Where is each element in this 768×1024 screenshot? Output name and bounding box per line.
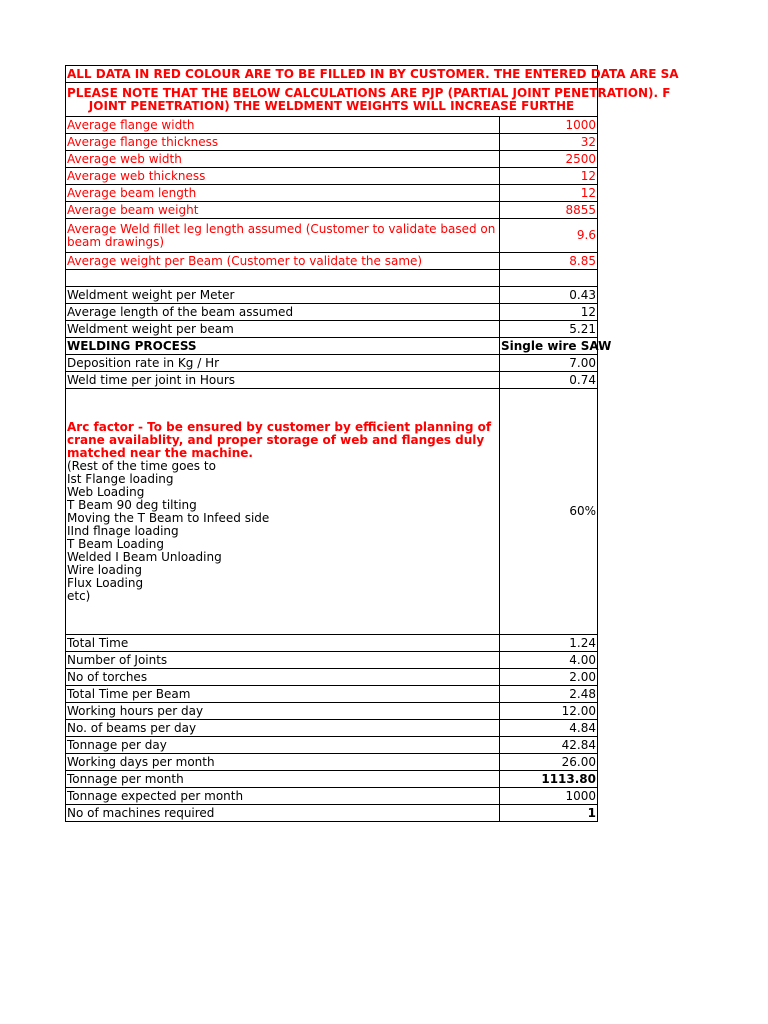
result-label: Working hours per day [66, 703, 500, 720]
result-label: No of machines required [66, 805, 500, 822]
arc-detail-line: Ist Flange loading [67, 471, 174, 486]
result-label: Tonnage expected per month [66, 788, 500, 805]
result-label: Total Time per Beam [66, 686, 500, 703]
calc-value: 7.00 [500, 355, 598, 372]
blank-cell [500, 270, 598, 287]
result-label: No. of beams per day [66, 720, 500, 737]
input-value-beam-length[interactable]: 12 [500, 185, 598, 202]
calc-label: Average length of the beam assumed [66, 304, 500, 321]
input-value-web-thickness[interactable]: 12 [500, 168, 598, 185]
result-value: 42.84 [500, 737, 598, 754]
arc-detail-line: Wire loading [67, 562, 143, 577]
input-label: Average flange thickness [66, 134, 500, 151]
input-label: Average Weld fillet leg length assumed (Customer to validate based on beam drawings) [66, 219, 500, 253]
calc-label: Weld time per joint in Hours [66, 372, 500, 389]
input-label: Average weight per Beam (Customer to validate the same) [66, 253, 500, 270]
arc-detail-line: Flux Loading [67, 575, 144, 590]
machines-required-value: 1 [500, 805, 598, 822]
input-value-web-width[interactable]: 2500 [500, 151, 598, 168]
input-label: Average flange width [66, 117, 500, 134]
result-label: Working days per month [66, 754, 500, 771]
arc-detail-line: etc) [67, 588, 91, 603]
arc-detail-line: T Beam 90 deg tilting [67, 497, 197, 512]
arc-factor-note: Arc factor - To be ensured by customer by efficient planning of crane availablity, and proper storage of web and flanges duly matched near the machine. [67, 419, 492, 460]
result-value: 1000 [500, 788, 598, 805]
arc-detail-line: Web Loading [67, 484, 145, 499]
blank-cell [66, 270, 500, 287]
input-value-flange-width[interactable]: 1000 [500, 117, 598, 134]
banner-notice [66, 83, 671, 117]
input-label: Average beam weight [66, 202, 500, 219]
result-label: No of torches [66, 669, 500, 686]
calc-value: 0.43 [500, 287, 598, 304]
banner-line-1: ALL DATA IN RED COLOUR ARE TO BE FILLED IN BY CUSTOMER. THE ENTERED DATA ARE SA [67, 66, 679, 81]
result-label: Total Time [66, 635, 500, 652]
result-value: 4.00 [500, 652, 598, 669]
calc-label: Weldment weight per beam [66, 321, 500, 338]
arc-detail-line: T Beam Loading [67, 536, 164, 551]
banner-line-2: PLEASE NOTE THAT THE BELOW CALCULATIONS ARE PJP (PARTIAL JOINT PENETRATION). F [67, 85, 671, 100]
input-label: Average beam length [66, 185, 500, 202]
tonnage-per-month-value: 1113.80 [500, 771, 598, 788]
arc-detail-line: IInd flnage loading [67, 523, 179, 538]
calc-label: Deposition rate in Kg / Hr [66, 355, 500, 372]
arc-factor-cell [66, 389, 500, 635]
input-value-flange-thickness[interactable]: 32 [500, 134, 598, 151]
result-value: 12.00 [500, 703, 598, 720]
process-value: Single wire SAW [501, 338, 612, 353]
result-label: Number of Joints [66, 652, 500, 669]
arc-factor-value: 60% [500, 389, 598, 635]
input-value-fillet-leg[interactable]: 9.6 [500, 219, 598, 253]
input-label: Average web thickness [66, 168, 500, 185]
process-label: WELDING PROCESS [66, 338, 500, 355]
arc-detail-line: (Rest of the time goes to [67, 458, 216, 473]
arc-detail-line: Welded I Beam Unloading [67, 549, 222, 564]
result-value: 1.24 [500, 635, 598, 652]
input-value-weight-per-beam[interactable]: 8.85 [500, 253, 598, 270]
result-label: Tonnage per month [66, 771, 500, 788]
calc-value: 5.21 [500, 321, 598, 338]
calc-label: Weldment weight per Meter [66, 287, 500, 304]
result-label: Tonnage per day [66, 737, 500, 754]
input-value-beam-weight[interactable]: 8855 [500, 202, 598, 219]
calc-value: 0.74 [500, 372, 598, 389]
result-value: 2.48 [500, 686, 598, 703]
result-value: 2.00 [500, 669, 598, 686]
calc-value: 12 [500, 304, 598, 321]
banner-line-3: JOINT PENETRATION) THE WELDMENT WEIGHTS WILL INCREASE FURTHE [88, 98, 575, 113]
result-value: 4.84 [500, 720, 598, 737]
arc-detail-line: Moving the T Beam to Infeed side [67, 510, 270, 525]
result-value: 26.00 [500, 754, 598, 771]
calculation-sheet [65, 65, 679, 822]
input-label: Average web width [66, 151, 500, 168]
